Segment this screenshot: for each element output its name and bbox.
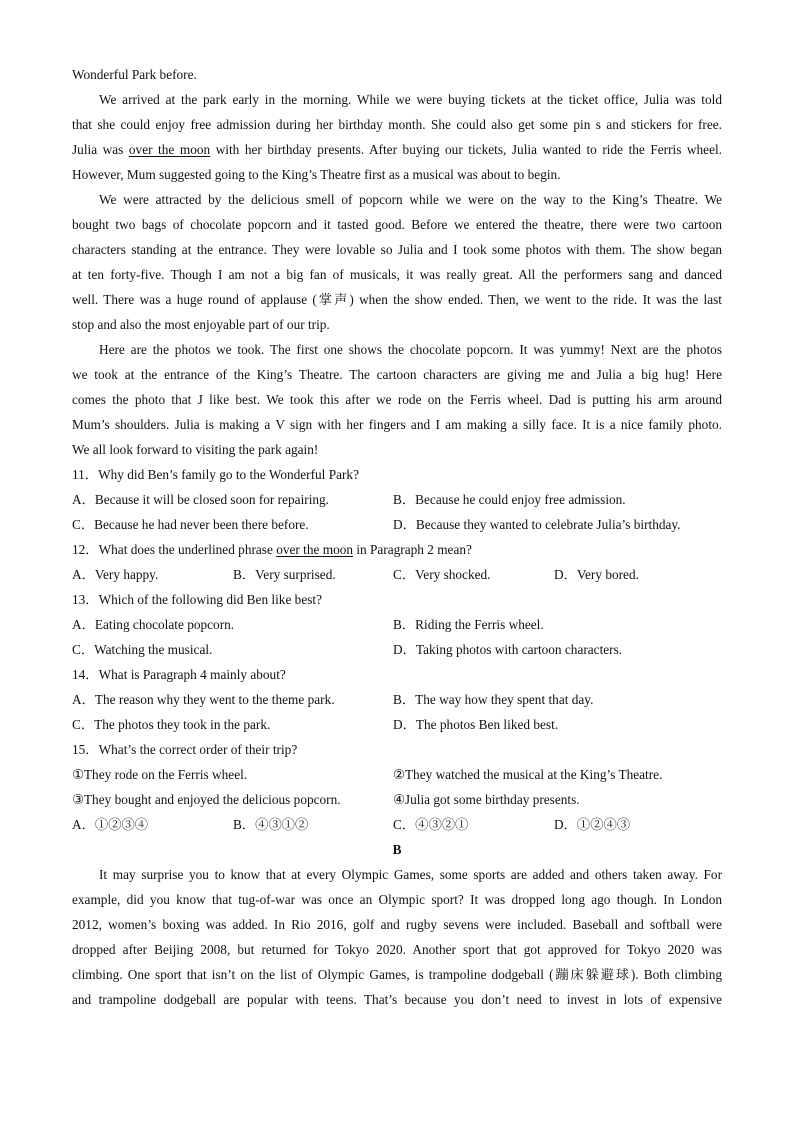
passage-a-p3-line: We were attracted by the delicious smell of popcorn while we were on the way to the King’s Theatre. We bbox=[99, 192, 722, 207]
option-a: A．Very happy. bbox=[72, 567, 159, 582]
question-11-options-row bbox=[72, 512, 722, 537]
passage-b-line: example, did you know that tug-of-war was once an Olympic sport? It was dropped long ago though. In London bbox=[72, 892, 722, 907]
passage-b-line: 2012, women’s boxing was added. In Rio 2016, golf and rugby sevens were included. Baseball and softball were bbox=[72, 917, 722, 932]
passage-a-p3-line: bought two bags of chocolate popcorn and it tasted good. Before we entered the theatre, there were two cartoon bbox=[72, 217, 722, 232]
text-segment: with her birthday presents. After buying our tickets, Julia wanted to ride the Ferris wheel. bbox=[215, 142, 722, 157]
passage-a-p3-line: stop and also the most enjoyable part of our trip. bbox=[72, 317, 330, 332]
option-d: D．①②④③ bbox=[554, 817, 631, 832]
option-b: B．The way how they spent that day. bbox=[393, 692, 594, 707]
text-segment: in Paragraph 2 mean? bbox=[353, 542, 472, 557]
passage-a-p1-tail: Wonderful Park before. bbox=[72, 67, 197, 82]
passage-a-p4-line: Here are the photos we took. The first one shows the chocolate popcorn. It was yummy! Next are the photos bbox=[99, 342, 722, 357]
passage-a-p2-line: that she could enjoy free admission during her birthday month. She could also get some pin s and stickers for free. bbox=[72, 117, 722, 132]
question-12-options-row bbox=[72, 562, 722, 587]
statement-3: ③They bought and enjoyed the delicious popcorn. bbox=[72, 792, 341, 807]
passage-a-p3-line: characters standing at the entrance. They were lovable so Julia and I took some photos with them. The show began bbox=[72, 242, 722, 257]
question-11-options-row bbox=[72, 487, 722, 512]
question-15-statements-row bbox=[72, 787, 722, 812]
option-d: D．Taking photos with cartoon characters. bbox=[393, 642, 623, 657]
underlined-phrase: over the moon bbox=[276, 542, 354, 557]
option-a: A．Eating chocolate popcorn. bbox=[72, 617, 235, 632]
passage-b-line: dropped after Beijing 2008, but returned for Tokyo 2020. Another sport that got approved for Tokyo 2020 was bbox=[72, 942, 722, 957]
question-11-stem: 11．Why did Ben’s family go to the Wonderful Park? bbox=[72, 467, 359, 482]
passage-a-p2-line bbox=[72, 137, 722, 162]
passage-a-p2-line: We arrived at the park early in the morning. While we were buying tickets at the ticket office, Julia was told bbox=[99, 92, 722, 107]
passage-b-line: It may surprise you to know that at every Olympic Games, some sports are added and others taken away. For bbox=[99, 867, 722, 882]
question-14-stem: 14．What is Paragraph 4 mainly about? bbox=[72, 667, 286, 682]
option-d: D．The photos Ben liked best. bbox=[393, 717, 559, 732]
passage-b-line: and trampoline dodgeball are popular with teens. That’s because you don’t need to invest in lots of expensive bbox=[72, 992, 722, 1007]
option-c: C．Because he had never been there before. bbox=[72, 517, 309, 532]
option-c: C．④③②① bbox=[393, 817, 469, 832]
option-c: C．Watching the musical. bbox=[72, 642, 213, 657]
passage-a-p3-line: well. There was a huge round of applause (掌声) when the show ended. Then, we went to the ride. It was the last bbox=[72, 292, 722, 307]
question-15-options-row bbox=[72, 812, 722, 837]
question-12-stem bbox=[72, 537, 722, 562]
question-15-statements-row bbox=[72, 762, 722, 787]
text-segment: 12．What does the underlined phrase bbox=[72, 542, 277, 557]
passage-a-p4-line: We all look forward to visiting the park again! bbox=[72, 442, 319, 457]
passage-b-line: climbing. One sport that isn’t on the list of Olympic Games, is trampoline dodgeball (蹦床躲避球). Both climbing bbox=[72, 967, 722, 982]
option-d: D．Because they wanted to celebrate Julia’s birthday. bbox=[393, 517, 681, 532]
option-b: B．④③①② bbox=[233, 817, 309, 832]
passage-a-p4-line: we took at the entrance of the King’s Theatre. The cartoon characters are giving me and Julia a big hug! Here bbox=[72, 367, 722, 382]
text-segment: Julia was bbox=[72, 142, 129, 157]
question-14-options-row bbox=[72, 712, 722, 737]
page-content bbox=[72, 62, 722, 1012]
option-b: B．Very surprised. bbox=[233, 567, 336, 582]
question-15-stem: 15．What’s the correct order of their trip? bbox=[72, 742, 298, 757]
question-13-stem: 13．Which of the following did Ben like best? bbox=[72, 592, 323, 607]
passage-a-p4-line: Mum’s shoulders. Julia is making a V sign with her fingers and I am making a silly face. It is a nice family photo. bbox=[72, 417, 722, 432]
question-14-options-row bbox=[72, 687, 722, 712]
question-13-options-row bbox=[72, 637, 722, 662]
option-c: C．Very shocked. bbox=[393, 567, 491, 582]
passage-b-heading: B bbox=[392, 842, 402, 857]
underlined-phrase: over the moon bbox=[128, 142, 211, 157]
passage-a-p4-line: comes the photo that J like best. We took this after we rode on the Ferris wheel. Dad is putting his arm around bbox=[72, 392, 722, 407]
question-13-options-row bbox=[72, 612, 722, 637]
option-b: B．Riding the Ferris wheel. bbox=[393, 617, 544, 632]
statement-4: ④Julia got some birthday presents. bbox=[393, 792, 580, 807]
option-a: A．The reason why they went to the theme park. bbox=[72, 692, 335, 707]
statement-1: ①They rode on the Ferris wheel. bbox=[72, 767, 248, 782]
option-d: D．Very bored. bbox=[554, 567, 639, 582]
option-a: A．①②③④ bbox=[72, 817, 149, 832]
passage-a-p3-line: at ten forty-five. Though I am not a big fan of musicals, it was really great. All the performers sang and danced bbox=[72, 267, 722, 282]
statement-2: ②They watched the musical at the King’s Theatre. bbox=[393, 767, 663, 782]
option-c: C．The photos they took in the park. bbox=[72, 717, 271, 732]
option-b: B．Because he could enjoy free admission. bbox=[393, 492, 626, 507]
option-a: A．Because it will be closed soon for repairing. bbox=[72, 492, 330, 507]
passage-a-p2-line: However, Mum suggested going to the King’s Theatre first as a musical was about to begin. bbox=[72, 167, 561, 182]
